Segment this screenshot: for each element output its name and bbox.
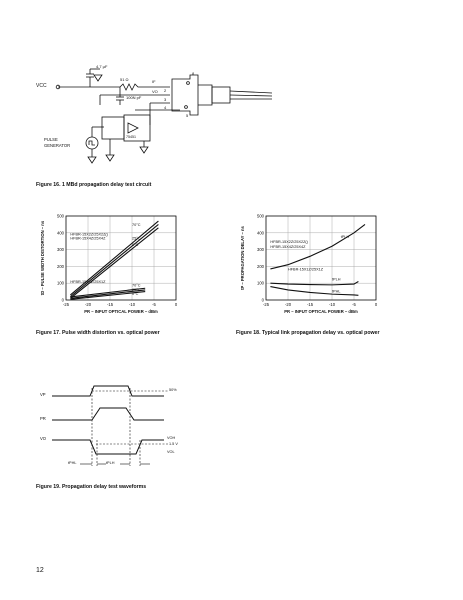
- y-tick-label: 100: [257, 280, 264, 286]
- chart-annotation: HFBR-15X1Z/25X1Z: [70, 280, 106, 285]
- x-tick-label: -15: [306, 302, 314, 307]
- buffer-label: 75451: [126, 135, 136, 139]
- y-tick-label: 500: [257, 213, 264, 219]
- chart-annotation: 70°C: [132, 223, 141, 228]
- figure-17: [36, 210, 186, 325]
- y-tick-label: 200: [57, 263, 64, 269]
- x-axis-label: PR – INPUT OPTICAL POWER – dBm: [284, 309, 358, 314]
- pin8-label: 8: [192, 71, 195, 76]
- chart-annotation: 0°C: [132, 291, 139, 296]
- pulse-generator-label-line2: GENERATOR: [44, 143, 71, 148]
- y-tick-label: 300: [257, 247, 264, 253]
- page-number: 12: [36, 567, 44, 574]
- pulse-width-distortion-chart: [36, 210, 186, 325]
- vcc-label: VCC: [36, 83, 47, 89]
- chart-annotation: HFBR-15X2Z/25X2Z(): [270, 239, 308, 244]
- x-tick-label: -25: [262, 302, 270, 307]
- wave-tplh-label: tPLH: [106, 461, 115, 465]
- figure-18: [236, 210, 386, 325]
- y-tick-label: 400: [257, 230, 264, 236]
- chart-annotation: HFBR-15X1Z/25X1Z: [288, 267, 324, 272]
- wave-vp-label: VP: [40, 392, 46, 397]
- wave-tphl-label: tPHL: [68, 461, 77, 465]
- x-tick-label: -25: [62, 302, 70, 307]
- y-tick-label: 500: [57, 213, 64, 219]
- wave-pr-label: PR: [40, 416, 46, 421]
- x-tick-label: -10: [328, 302, 336, 307]
- pin5-label: 5: [186, 113, 189, 118]
- x-tick-label: 0: [174, 302, 178, 307]
- propagation-delay-chart: [236, 210, 386, 325]
- wave-vo-label: VO: [40, 436, 47, 441]
- x-tick-label: -15: [106, 302, 114, 307]
- figure-16-caption: Figure 16. 1 MBd propagation delay test circuit: [36, 182, 152, 188]
- wave-voh-label: VOH: [167, 436, 176, 440]
- y-tick-label: 100: [57, 280, 64, 286]
- y-tick-label: 0: [61, 297, 64, 303]
- y-tick-label: 0: [261, 297, 264, 303]
- pin3-label: 3: [164, 97, 167, 102]
- y-axis-label: tD – PULSE WIDTH DISTORTION – ns: [40, 220, 45, 296]
- figure-18-caption: Figure 18. Typical link propagation delay vs. optical power: [236, 330, 380, 336]
- series-line: [270, 287, 358, 296]
- chart-annotation: 25°C: [132, 287, 141, 292]
- x-axis-label: PR – INPUT OPTICAL POWER – dBm: [84, 309, 158, 314]
- x-tick-label: -10: [128, 302, 136, 307]
- y-tick-label: 200: [257, 263, 264, 269]
- chart-annotation: HFBR-15X4Z/25X4Z: [270, 244, 306, 249]
- x-tick-label: -20: [284, 302, 292, 307]
- x-tick-label: -5: [152, 302, 156, 307]
- wave-50pct-label: 50%: [169, 388, 177, 392]
- chart-annotation: tPLH: [332, 277, 341, 282]
- wave-vol-label: VOL: [167, 450, 175, 454]
- chart-annotation: HFBR-15X4Z/25X4Z: [70, 236, 106, 241]
- chart-annotation: 0°C: [132, 243, 139, 248]
- chart-annotation: tPLH: [340, 234, 350, 239]
- propagation-delay-waveforms: [40, 380, 190, 470]
- figure-19: [40, 380, 190, 470]
- vo-label: VO: [152, 89, 158, 94]
- figure-16: [36, 55, 280, 190]
- y-tick-label: 400: [57, 230, 64, 236]
- chart-annotation: 25°C: [132, 236, 141, 241]
- cap-small-label: 4.7 µF: [96, 64, 108, 69]
- wave-15v-label: 1.5 V: [169, 442, 178, 446]
- x-tick-label: -5: [352, 302, 356, 307]
- x-tick-label: -20: [84, 302, 92, 307]
- x-tick-label: 0: [374, 302, 378, 307]
- y-tick-label: 300: [57, 247, 64, 253]
- figure-17-caption: Figure 17. Pulse width distortion vs. optical power: [36, 330, 160, 336]
- propagation-delay-test-circuit: [40, 55, 280, 190]
- resistor-label: 51 Ω: [120, 77, 129, 82]
- cap-large-label: 100N pF: [126, 95, 142, 100]
- if-label: IF: [152, 79, 156, 84]
- chart-annotation: HFBR-15X2Z/25X2Z(): [70, 232, 108, 237]
- chart-annotation: tPHL: [332, 289, 341, 294]
- figure-19-caption: Figure 19. Propagation delay test waveforms: [36, 484, 147, 490]
- pin2-label: 2: [164, 88, 167, 93]
- pin4-label: 4: [164, 105, 167, 110]
- pulse-generator-label-line1: PULSE: [44, 137, 58, 142]
- chart-annotation: 70°C: [132, 283, 141, 288]
- y-axis-label: tP – PROPAGATION DELAY – ns: [240, 226, 245, 290]
